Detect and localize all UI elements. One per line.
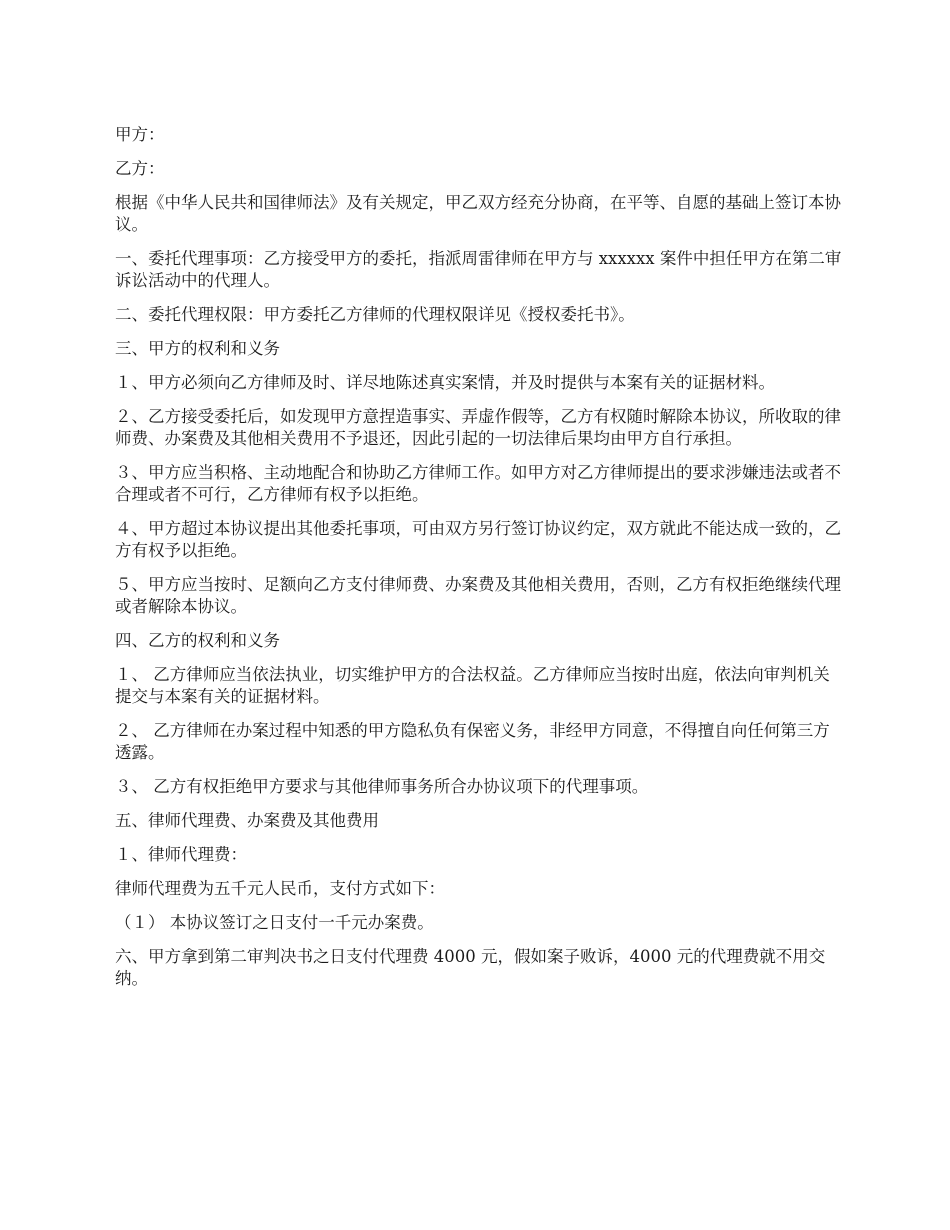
preamble-paragraph: 根据《中华人民共和国律师法》及有关规定，甲乙双方经充分协商，在平等、自愿的基础上签订本协议。 xyxy=(115,193,841,234)
section-3-heading: 三、甲方的权利和义务 xyxy=(115,339,280,358)
section-3-item-3: ３、甲方应当积格、主动地配合和协助乙方律师工作。如甲方对乙方律师提出的要求涉嫌违法或者不合理或者不可行，乙方律师有权予以拒绝。 xyxy=(115,463,841,504)
section-3-item-1: １、甲方必须向乙方律师及时、详尽地陈述真实案情，并及时提供与本案有关的证据材料。 xyxy=(115,373,775,392)
document-body xyxy=(115,124,845,1002)
fee-amount-line: 律师代理费为五千元人民币，支付方式如下： xyxy=(115,879,445,898)
section-5-heading: 五、律师代理费、办案费及其他费用 xyxy=(115,811,379,830)
section-1-entrusted-matters: 一、委托代理事项：乙方接受甲方的委托，指派周雷律师在甲方与 xxxxxx 案件中担任甲方在第二审诉讼活动中的代理人。 xyxy=(115,249,842,290)
section-4-item-2: ２、 乙方律师在办案过程中知悉的甲方隐私负有保密义务，非经甲方同意，不得擅自向任何第三方透露。 xyxy=(115,721,830,762)
fee-payment-1: （１） 本协议签订之日支付一千元办案费。 xyxy=(115,913,434,932)
section-4-heading: 四、乙方的权利和义务 xyxy=(115,631,280,650)
section-6-paragraph: 六、甲方拿到第二审判决书之日支付代理费 4000 元，假如案子败诉，4000 元的代理费就不用交纳。 xyxy=(115,947,826,988)
party-b-line: 乙方： xyxy=(115,159,165,178)
section-3-item-4: ４、甲方超过本协议提出其他委托事项，可由双方另行签订协议约定，双方就此不能达成一致的，乙方有权予以拒绝。 xyxy=(115,519,841,560)
section-5-item-1: １、律师代理费： xyxy=(115,845,247,864)
section-3-item-2: ２、乙方接受委托后，如发现甲方意捏造事实、弄虚作假等，乙方有权随时解除本协议，所收取的律师费、办案费及其他相关费用不予退还，因此引起的一切法律后果均由甲方自行承担。 xyxy=(115,407,841,448)
section-3-item-5: ５、甲方应当按时、足额向乙方支付律师费、办案费及其他相关费用，否则，乙方有权拒绝继续代理或者解除本协议。 xyxy=(115,575,841,616)
party-a-line: 甲方： xyxy=(115,125,165,144)
section-4-item-1: １、 乙方律师应当依法执业，切实维护甲方的合法权益。乙方律师应当按时出庭，依法向审判机关提交与本案有关的证据材料。 xyxy=(115,665,830,706)
section-2-authority: 二、委托代理权限：甲方委托乙方律师的代理权限详见《授权委托书》。 xyxy=(115,305,635,324)
section-4-item-3: ３、 乙方有权拒绝甲方要求与其他律师事务所合办协议项下的代理事项。 xyxy=(115,777,649,796)
